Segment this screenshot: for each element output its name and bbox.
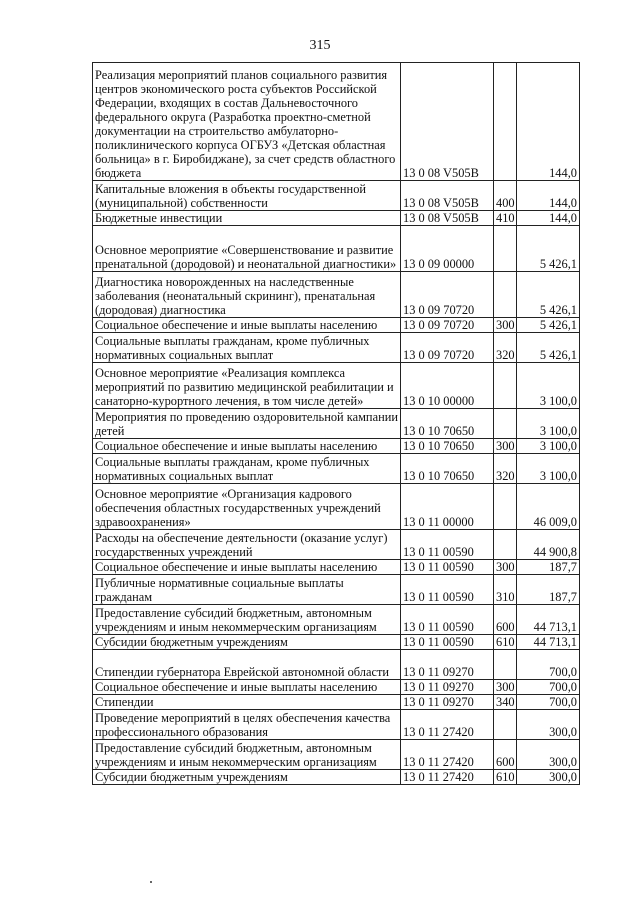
expense-type-code xyxy=(494,484,517,530)
table-row xyxy=(93,605,580,635)
row-description: Основное мероприятие «Реализация комплекса мероприятий по развитию медицинской реабилитации и санаторно-курортного лечения, в том числе детей» xyxy=(93,363,401,409)
target-article-code: 13 0 09 70720 xyxy=(401,272,494,318)
table-row xyxy=(93,740,580,770)
expense-type-code: 300 xyxy=(494,439,517,454)
row-description: Социальное обеспечение и иные выплаты населению xyxy=(93,680,401,695)
amount: 44 713,1 xyxy=(517,605,580,635)
amount: 300,0 xyxy=(517,710,580,740)
amount: 46 009,0 xyxy=(517,484,580,530)
table-row xyxy=(93,333,580,363)
expense-type-code: 320 xyxy=(494,333,517,363)
expense-type-code: 340 xyxy=(494,695,517,710)
row-description: Проведение мероприятий в целях обеспечения качества профессионального образования xyxy=(93,710,401,740)
table-row xyxy=(93,770,580,785)
budget-table xyxy=(92,62,580,785)
target-article-code: 13 0 10 70650 xyxy=(401,439,494,454)
expense-type-code xyxy=(494,530,517,560)
expense-type-code xyxy=(494,363,517,409)
table-row xyxy=(93,484,580,530)
amount: 3 100,0 xyxy=(517,439,580,454)
target-article-code: 13 0 09 70720 xyxy=(401,333,494,363)
target-article-code: 13 0 11 27420 xyxy=(401,770,494,785)
row-description: Капитальные вложения в объекты государственной (муниципальной) собственности xyxy=(93,181,401,211)
expense-type-code: 610 xyxy=(494,770,517,785)
target-article-code: 13 0 11 00590 xyxy=(401,635,494,650)
row-description: Социальное обеспечение и иные выплаты населению xyxy=(93,318,401,333)
amount: 144,0 xyxy=(517,211,580,226)
expense-type-code: 300 xyxy=(494,680,517,695)
target-article-code: 13 0 11 00590 xyxy=(401,530,494,560)
table-row xyxy=(93,695,580,710)
expense-type-code: 310 xyxy=(494,575,517,605)
table-row xyxy=(93,454,580,484)
row-description: Бюджетные инвестиции xyxy=(93,211,401,226)
expense-type-code: 300 xyxy=(494,318,517,333)
table-row xyxy=(93,63,580,181)
expense-type-code xyxy=(494,650,517,680)
table-row xyxy=(93,530,580,560)
amount: 5 426,1 xyxy=(517,272,580,318)
expense-type-code xyxy=(494,63,517,181)
target-article-code: 13 0 11 09270 xyxy=(401,680,494,695)
amount: 44 900,8 xyxy=(517,530,580,560)
row-description: Основное мероприятие «Совершенствование и развитие пренатальной (дородовой) и неонатальной диагностики» xyxy=(93,226,401,272)
table-row xyxy=(93,439,580,454)
row-description: Публичные нормативные социальные выплаты гражданам xyxy=(93,575,401,605)
row-description: Расходы на обеспечение деятельности (оказание услуг) государственных учреждений xyxy=(93,530,401,560)
table-row xyxy=(93,272,580,318)
row-description: Социальное обеспечение и иные выплаты населению xyxy=(93,560,401,575)
target-article-code: 13 0 11 00000 xyxy=(401,484,494,530)
table-row xyxy=(93,680,580,695)
target-article-code: 13 0 10 70650 xyxy=(401,409,494,439)
target-article-code: 13 0 11 27420 xyxy=(401,710,494,740)
target-article-code: 13 0 11 09270 xyxy=(401,695,494,710)
amount: 300,0 xyxy=(517,740,580,770)
amount: 700,0 xyxy=(517,695,580,710)
table-row xyxy=(93,635,580,650)
table-row xyxy=(93,318,580,333)
amount: 700,0 xyxy=(517,680,580,695)
target-article-code: 13 0 10 00000 xyxy=(401,363,494,409)
amount: 187,7 xyxy=(517,575,580,605)
row-description: Предоставление субсидий бюджетным, автономным учреждениям и иным некоммерческим организациям xyxy=(93,605,401,635)
expense-type-code xyxy=(494,226,517,272)
row-description: Субсидии бюджетным учреждениям xyxy=(93,635,401,650)
row-description: Социальные выплаты гражданам, кроме публичных нормативных социальных выплат xyxy=(93,333,401,363)
target-article-code: 13 0 11 27420 xyxy=(401,740,494,770)
amount: 144,0 xyxy=(517,63,580,181)
target-article-code: 13 0 09 70720 xyxy=(401,318,494,333)
table-row xyxy=(93,575,580,605)
expense-type-code xyxy=(494,710,517,740)
target-article-code: 13 0 11 00590 xyxy=(401,560,494,575)
row-description: Социальные выплаты гражданам, кроме публичных нормативных социальных выплат xyxy=(93,454,401,484)
expense-type-code: 400 xyxy=(494,181,517,211)
expense-type-code: 320 xyxy=(494,454,517,484)
amount: 300,0 xyxy=(517,770,580,785)
amount: 5 426,1 xyxy=(517,226,580,272)
target-article-code: 13 0 11 09270 xyxy=(401,650,494,680)
table-row xyxy=(93,409,580,439)
budget-table-body xyxy=(93,63,580,785)
expense-type-code xyxy=(494,409,517,439)
target-article-code: 13 0 10 70650 xyxy=(401,454,494,484)
target-article-code: 13 0 08 V505B xyxy=(401,181,494,211)
amount: 5 426,1 xyxy=(517,333,580,363)
target-article-code: 13 0 11 00590 xyxy=(401,605,494,635)
row-description: Диагностика новорожденных на наследственные заболевания (неонатальный скрининг), пренатальная (дородовая) диагностика xyxy=(93,272,401,318)
amount: 3 100,0 xyxy=(517,363,580,409)
expense-type-code: 410 xyxy=(494,211,517,226)
amount: 44 713,1 xyxy=(517,635,580,650)
table-row xyxy=(93,363,580,409)
table-row xyxy=(93,226,580,272)
target-article-code: 13 0 08 V505B xyxy=(401,63,494,181)
row-description: Стипендии xyxy=(93,695,401,710)
target-article-code: 13 0 11 00590 xyxy=(401,575,494,605)
amount: 187,7 xyxy=(517,560,580,575)
amount: 700,0 xyxy=(517,650,580,680)
page-number: 315 xyxy=(309,38,331,53)
amount: 3 100,0 xyxy=(517,454,580,484)
expense-type-code: 300 xyxy=(494,560,517,575)
table-row xyxy=(93,560,580,575)
table-row xyxy=(93,650,580,680)
row-description: Социальное обеспечение и иные выплаты населению xyxy=(93,439,401,454)
row-description: Субсидии бюджетным учреждениям xyxy=(93,770,401,785)
table-row xyxy=(93,211,580,226)
expense-type-code xyxy=(494,272,517,318)
amount: 144,0 xyxy=(517,181,580,211)
row-description: Стипендии губернатора Еврейской автономной области xyxy=(93,650,401,680)
expense-type-code: 600 xyxy=(494,605,517,635)
amount: 5 426,1 xyxy=(517,318,580,333)
table-row xyxy=(93,710,580,740)
row-description: Мероприятия по проведению оздоровительной кампании детей xyxy=(93,409,401,439)
row-description: Предоставление субсидий бюджетным, автономным учреждениям и иным некоммерческим организациям xyxy=(93,740,401,770)
table-row xyxy=(93,181,580,211)
target-article-code: 13 0 08 V505B xyxy=(401,211,494,226)
row-description: Основное мероприятие «Организация кадрового обеспечения областных государственных учреждений здравоохранения» xyxy=(93,484,401,530)
amount: 3 100,0 xyxy=(517,409,580,439)
target-article-code: 13 0 09 00000 xyxy=(401,226,494,272)
expense-type-code: 610 xyxy=(494,635,517,650)
expense-type-code: 600 xyxy=(494,740,517,770)
scan-speck xyxy=(150,881,152,883)
row-description: Реализация мероприятий планов социального развития центров экономического роста субъектов Российской Федерации, входящих в состав Дальневосточного федерального округа (Разработка проектно-сметной документации на строительство амбулаторно-поликлинического корпуса ОГБУЗ «Детская областная больница» в г. Биробиджане), за счет средств областного бюджета xyxy=(93,63,401,181)
